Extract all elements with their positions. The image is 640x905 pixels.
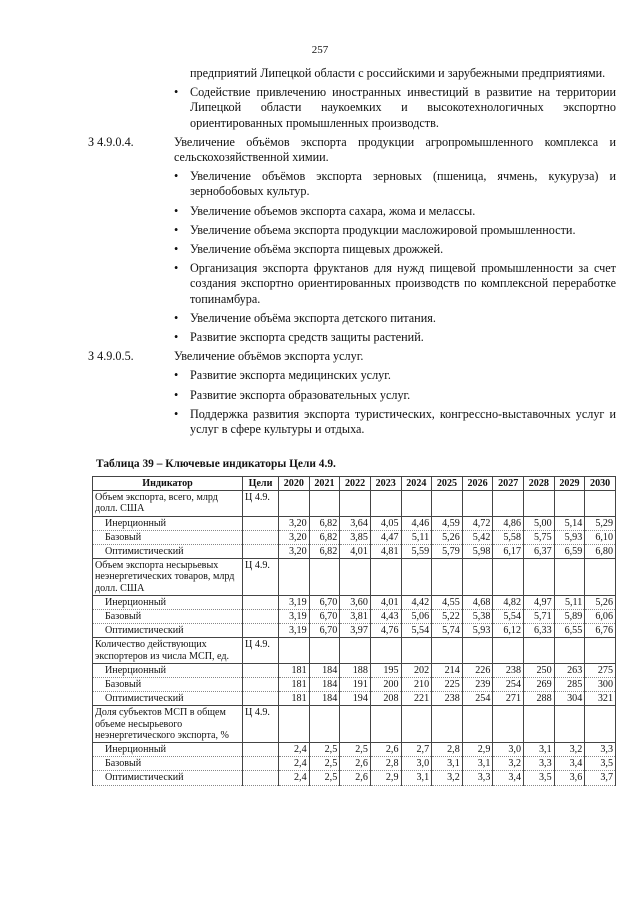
- empty-cell: [585, 559, 616, 596]
- value-cell: 4,42: [401, 595, 432, 609]
- indicator-name: Объем экспорта, всего, млрд долл. США: [93, 491, 243, 516]
- empty-cell: [243, 516, 279, 530]
- indicators-table: [92, 476, 616, 786]
- empty-cell: [401, 559, 432, 596]
- empty-cell: [243, 610, 279, 624]
- column-header: 2026: [462, 477, 493, 491]
- value-cell: 3,19: [279, 624, 310, 638]
- scenario-row: [93, 678, 616, 692]
- value-cell: 3,4: [554, 757, 585, 771]
- value-cell: 5,29: [585, 516, 616, 530]
- value-cell: 181: [279, 692, 310, 706]
- value-cell: 321: [585, 692, 616, 706]
- value-cell: 6,82: [309, 545, 340, 559]
- value-cell: 4,76: [370, 624, 401, 638]
- empty-cell: [243, 624, 279, 638]
- value-cell: 6,82: [309, 530, 340, 544]
- value-cell: 3,3: [462, 771, 493, 785]
- column-header: 2023: [370, 477, 401, 491]
- empty-cell: [279, 559, 310, 596]
- value-cell: 3,2: [493, 757, 524, 771]
- scenario-label: Инерционный: [93, 663, 243, 677]
- scenario-label: Оптимистический: [93, 771, 243, 785]
- value-cell: 2,4: [279, 757, 310, 771]
- empty-cell: [524, 491, 555, 516]
- value-cell: 4,46: [401, 516, 432, 530]
- empty-cell: [432, 491, 463, 516]
- value-cell: 4,97: [524, 595, 555, 609]
- empty-cell: [279, 491, 310, 516]
- value-cell: 5,11: [401, 530, 432, 544]
- column-header: 2027: [493, 477, 524, 491]
- indicator-goal: Ц 4.9.: [243, 491, 279, 516]
- value-cell: 3,7: [585, 771, 616, 785]
- empty-cell: [493, 559, 524, 596]
- value-cell: 3,2: [432, 771, 463, 785]
- empty-cell: [309, 706, 340, 743]
- empty-cell: [243, 771, 279, 785]
- empty-cell: [279, 706, 310, 743]
- section-1-code: З 4.9.0.4.: [88, 134, 134, 149]
- value-cell: 4,86: [493, 516, 524, 530]
- value-cell: 2,4: [279, 771, 310, 785]
- value-cell: 225: [432, 678, 463, 692]
- value-cell: 5,26: [585, 595, 616, 609]
- value-cell: 5,14: [554, 516, 585, 530]
- empty-cell: [243, 663, 279, 677]
- value-cell: 4,82: [493, 595, 524, 609]
- value-cell: 2,5: [309, 757, 340, 771]
- scenario-row: [93, 530, 616, 544]
- value-cell: 3,64: [340, 516, 371, 530]
- value-cell: 4,47: [370, 530, 401, 544]
- scenario-row: [93, 692, 616, 706]
- indicator-goal: Ц 4.9.: [243, 706, 279, 743]
- indicator-group-row: [93, 491, 616, 516]
- value-cell: 3,5: [524, 771, 555, 785]
- value-cell: 300: [585, 678, 616, 692]
- column-header: 2022: [340, 477, 371, 491]
- value-cell: 2,6: [340, 757, 371, 771]
- value-cell: 4,59: [432, 516, 463, 530]
- value-cell: 5,89: [554, 610, 585, 624]
- value-cell: 4,68: [462, 595, 493, 609]
- value-cell: 5,71: [524, 610, 555, 624]
- scenario-row: [93, 545, 616, 559]
- indicator-group-row: [93, 706, 616, 743]
- empty-cell: [243, 678, 279, 692]
- value-cell: 285: [554, 678, 585, 692]
- section-1-bullet: • Увеличение объёма экспорта пищевых дрожжей.: [88, 242, 616, 257]
- scenario-label: Инерционный: [93, 516, 243, 530]
- value-cell: 2,5: [309, 743, 340, 757]
- value-cell: 6,80: [585, 545, 616, 559]
- value-cell: 254: [462, 692, 493, 706]
- value-cell: 4,55: [432, 595, 463, 609]
- value-cell: 263: [554, 663, 585, 677]
- value-cell: 5,79: [432, 545, 463, 559]
- value-cell: 5,54: [401, 624, 432, 638]
- empty-cell: [243, 595, 279, 609]
- value-cell: 5,59: [401, 545, 432, 559]
- value-cell: 5,54: [493, 610, 524, 624]
- column-header: 2025: [432, 477, 463, 491]
- value-cell: 5,38: [462, 610, 493, 624]
- value-cell: 184: [309, 678, 340, 692]
- value-cell: 3,19: [279, 595, 310, 609]
- value-cell: 6,12: [493, 624, 524, 638]
- empty-cell: [493, 706, 524, 743]
- value-cell: 3,81: [340, 610, 371, 624]
- empty-cell: [462, 638, 493, 663]
- value-cell: 6,17: [493, 545, 524, 559]
- empty-cell: [585, 638, 616, 663]
- value-cell: 5,98: [462, 545, 493, 559]
- scenario-row: [93, 595, 616, 609]
- empty-cell: [340, 491, 371, 516]
- column-header: 2029: [554, 477, 585, 491]
- value-cell: 271: [493, 692, 524, 706]
- empty-cell: [462, 706, 493, 743]
- value-cell: 3,20: [279, 516, 310, 530]
- value-cell: 3,6: [554, 771, 585, 785]
- value-cell: 226: [462, 663, 493, 677]
- scenario-row: [93, 624, 616, 638]
- column-header: 2020: [279, 477, 310, 491]
- value-cell: 3,1: [462, 757, 493, 771]
- empty-cell: [462, 559, 493, 596]
- intro-continuation: предприятий Липецкой области с российскими и зарубежными предприятиями.: [190, 66, 606, 80]
- empty-cell: [401, 491, 432, 516]
- section-1-bullet: • Увеличение объёмов экспорта зерновых (пшеница, ячмень, кукуруза) и зернобобовых культур.: [88, 169, 616, 199]
- empty-cell: [554, 638, 585, 663]
- value-cell: 288: [524, 692, 555, 706]
- value-cell: 275: [585, 663, 616, 677]
- empty-cell: [401, 638, 432, 663]
- section-2-code: З 4.9.0.5.: [88, 349, 134, 364]
- scenario-label: Оптимистический: [93, 624, 243, 638]
- empty-cell: [524, 638, 555, 663]
- value-cell: 238: [493, 663, 524, 677]
- value-cell: 4,01: [370, 595, 401, 609]
- value-cell: 5,93: [554, 530, 585, 544]
- indicator-name: Доля субъектов МСП в общем объеме несырьевого неэнергетического экспорта, %: [93, 706, 243, 743]
- value-cell: 184: [309, 692, 340, 706]
- value-cell: 181: [279, 678, 310, 692]
- empty-cell: [432, 638, 463, 663]
- scenario-row: [93, 743, 616, 757]
- value-cell: 2,9: [462, 743, 493, 757]
- scenario-label: Базовый: [93, 757, 243, 771]
- value-cell: 208: [370, 692, 401, 706]
- section-1-bullet: • Увеличение объемов экспорта сахара, жома и мелассы.: [88, 204, 616, 219]
- section-1-title: Увеличение объёмов экспорта продукции агропромышленного комплекса и сельскохозяйственной химии.: [174, 134, 616, 165]
- empty-cell: [279, 638, 310, 663]
- value-cell: 5,42: [462, 530, 493, 544]
- value-cell: 5,74: [432, 624, 463, 638]
- scenario-row: [93, 610, 616, 624]
- value-cell: 269: [524, 678, 555, 692]
- value-cell: 2,8: [432, 743, 463, 757]
- empty-cell: [524, 706, 555, 743]
- column-header: Индикатор: [93, 477, 243, 491]
- value-cell: 6,70: [309, 624, 340, 638]
- value-cell: 2,6: [340, 771, 371, 785]
- value-cell: 3,3: [524, 757, 555, 771]
- value-cell: 5,06: [401, 610, 432, 624]
- value-cell: 6,82: [309, 516, 340, 530]
- value-cell: 250: [524, 663, 555, 677]
- empty-cell: [340, 638, 371, 663]
- value-cell: 3,97: [340, 624, 371, 638]
- empty-cell: [243, 692, 279, 706]
- indicator-group-row: [93, 638, 616, 663]
- scenario-label: Инерционный: [93, 595, 243, 609]
- value-cell: 2,5: [340, 743, 371, 757]
- value-cell: 4,43: [370, 610, 401, 624]
- empty-cell: [309, 638, 340, 663]
- value-cell: 200: [370, 678, 401, 692]
- empty-cell: [524, 559, 555, 596]
- value-cell: 239: [462, 678, 493, 692]
- value-cell: 6,55: [554, 624, 585, 638]
- indicator-name: Объем экспорта несырьевых неэнергетических товаров, млрд долл. США: [93, 559, 243, 596]
- document-body: [88, 66, 616, 441]
- empty-cell: [370, 638, 401, 663]
- value-cell: 184: [309, 663, 340, 677]
- value-cell: 238: [432, 692, 463, 706]
- empty-cell: [554, 706, 585, 743]
- value-cell: 3,0: [493, 743, 524, 757]
- value-cell: 5,00: [524, 516, 555, 530]
- empty-cell: [340, 559, 371, 596]
- section-2-bullets: [88, 368, 616, 437]
- scenario-label: Базовый: [93, 610, 243, 624]
- value-cell: 3,20: [279, 545, 310, 559]
- value-cell: 6,59: [554, 545, 585, 559]
- value-cell: 5,26: [432, 530, 463, 544]
- scenario-label: Оптимистический: [93, 545, 243, 559]
- scenario-label: Базовый: [93, 678, 243, 692]
- empty-cell: [309, 559, 340, 596]
- table-header-row: [93, 477, 616, 491]
- value-cell: 5,22: [432, 610, 463, 624]
- empty-cell: [401, 706, 432, 743]
- empty-cell: [554, 559, 585, 596]
- empty-cell: [243, 757, 279, 771]
- value-cell: 3,4: [493, 771, 524, 785]
- value-cell: 5,58: [493, 530, 524, 544]
- value-cell: 5,75: [524, 530, 555, 544]
- section-1-heading: [88, 135, 616, 165]
- value-cell: 304: [554, 692, 585, 706]
- section-1-bullet: • Развитие экспорта средств защиты растений.: [88, 330, 616, 345]
- intro-bullet: • Содействие привлечению иностранных инвестиций в развитие на территории Липецкой области наукоемких и высокотехнологичных экспортно ориентированных промышленных производств.: [88, 85, 616, 131]
- value-cell: 2,4: [279, 743, 310, 757]
- section-1-bullet: • Организация экспорта фруктанов для нужд пищевой промышленности за счет создания экспортно ориентированных производств по комплексной переработке топинамбура.: [88, 261, 616, 307]
- value-cell: 5,93: [462, 624, 493, 638]
- indicator-goal: Ц 4.9.: [243, 638, 279, 663]
- value-cell: 3,85: [340, 530, 371, 544]
- value-cell: 202: [401, 663, 432, 677]
- value-cell: 6,10: [585, 530, 616, 544]
- empty-cell: [585, 706, 616, 743]
- empty-cell: [585, 491, 616, 516]
- value-cell: 188: [340, 663, 371, 677]
- empty-cell: [340, 706, 371, 743]
- section-2-title: Увеличение объёмов экспорта услуг.: [174, 349, 364, 364]
- value-cell: 2,7: [401, 743, 432, 757]
- empty-cell: [493, 491, 524, 516]
- empty-cell: [370, 706, 401, 743]
- value-cell: 3,5: [585, 757, 616, 771]
- page-number: 257: [311, 44, 329, 56]
- table-caption: Таблица 39 – Ключевые индикаторы Цели 4.9.: [96, 458, 336, 470]
- scenario-label: Базовый: [93, 530, 243, 544]
- scenario-label: Оптимистический: [93, 692, 243, 706]
- scenario-row: [93, 516, 616, 530]
- empty-cell: [432, 706, 463, 743]
- section-1-bullets: [88, 169, 616, 345]
- empty-cell: [432, 559, 463, 596]
- scenario-label: Инерционный: [93, 743, 243, 757]
- scenario-row: [93, 663, 616, 677]
- empty-cell: [493, 638, 524, 663]
- scenario-row: [93, 771, 616, 785]
- empty-cell: [370, 559, 401, 596]
- value-cell: 3,20: [279, 530, 310, 544]
- value-cell: 3,1: [432, 757, 463, 771]
- value-cell: 2,8: [370, 757, 401, 771]
- section-1-bullet: • Увеличение объёма экспорта детского питания.: [88, 311, 616, 326]
- value-cell: 214: [432, 663, 463, 677]
- indicator-name: Количество действующих экспортеров из числа МСП, ед.: [93, 638, 243, 663]
- value-cell: 3,19: [279, 610, 310, 624]
- value-cell: 4,81: [370, 545, 401, 559]
- value-cell: 6,76: [585, 624, 616, 638]
- value-cell: 2,9: [370, 771, 401, 785]
- section-2-bullet: • Развитие экспорта медицинских услуг.: [88, 368, 616, 383]
- column-header: 2021: [309, 477, 340, 491]
- indicator-goal: Ц 4.9.: [243, 559, 279, 596]
- value-cell: 6,06: [585, 610, 616, 624]
- value-cell: 210: [401, 678, 432, 692]
- value-cell: 3,2: [554, 743, 585, 757]
- value-cell: 4,72: [462, 516, 493, 530]
- indicator-group-row: [93, 559, 616, 596]
- value-cell: 6,33: [524, 624, 555, 638]
- section-2-bullet: • Поддержка развития экспорта туристических, конгрессно-выставочных услуг и услуг в сфере культуры и отдыха.: [88, 407, 616, 437]
- value-cell: 3,1: [401, 771, 432, 785]
- empty-cell: [462, 491, 493, 516]
- value-cell: 4,05: [370, 516, 401, 530]
- column-header: 2028: [524, 477, 555, 491]
- scenario-row: [93, 757, 616, 771]
- empty-cell: [243, 545, 279, 559]
- value-cell: 5,11: [554, 595, 585, 609]
- empty-cell: [243, 743, 279, 757]
- value-cell: 195: [370, 663, 401, 677]
- value-cell: 6,37: [524, 545, 555, 559]
- value-cell: 221: [401, 692, 432, 706]
- value-cell: 191: [340, 678, 371, 692]
- value-cell: 3,60: [340, 595, 371, 609]
- empty-cell: [554, 491, 585, 516]
- value-cell: 3,1: [524, 743, 555, 757]
- column-header: 2024: [401, 477, 432, 491]
- column-header: Цели: [243, 477, 279, 491]
- value-cell: 3,0: [401, 757, 432, 771]
- value-cell: 194: [340, 692, 371, 706]
- value-cell: 6,70: [309, 610, 340, 624]
- value-cell: 2,5: [309, 771, 340, 785]
- empty-cell: [243, 530, 279, 544]
- empty-cell: [309, 491, 340, 516]
- value-cell: 6,70: [309, 595, 340, 609]
- section-2-bullet: • Развитие экспорта образовательных услуг.: [88, 388, 616, 403]
- value-cell: 181: [279, 663, 310, 677]
- section-2-heading: [88, 349, 616, 364]
- value-cell: 2,6: [370, 743, 401, 757]
- value-cell: 254: [493, 678, 524, 692]
- column-header: 2030: [585, 477, 616, 491]
- value-cell: 3,3: [585, 743, 616, 757]
- section-1-bullet: • Увеличение объема экспорта продукции масложировой промышленности.: [88, 223, 616, 238]
- empty-cell: [370, 491, 401, 516]
- value-cell: 4,01: [340, 545, 371, 559]
